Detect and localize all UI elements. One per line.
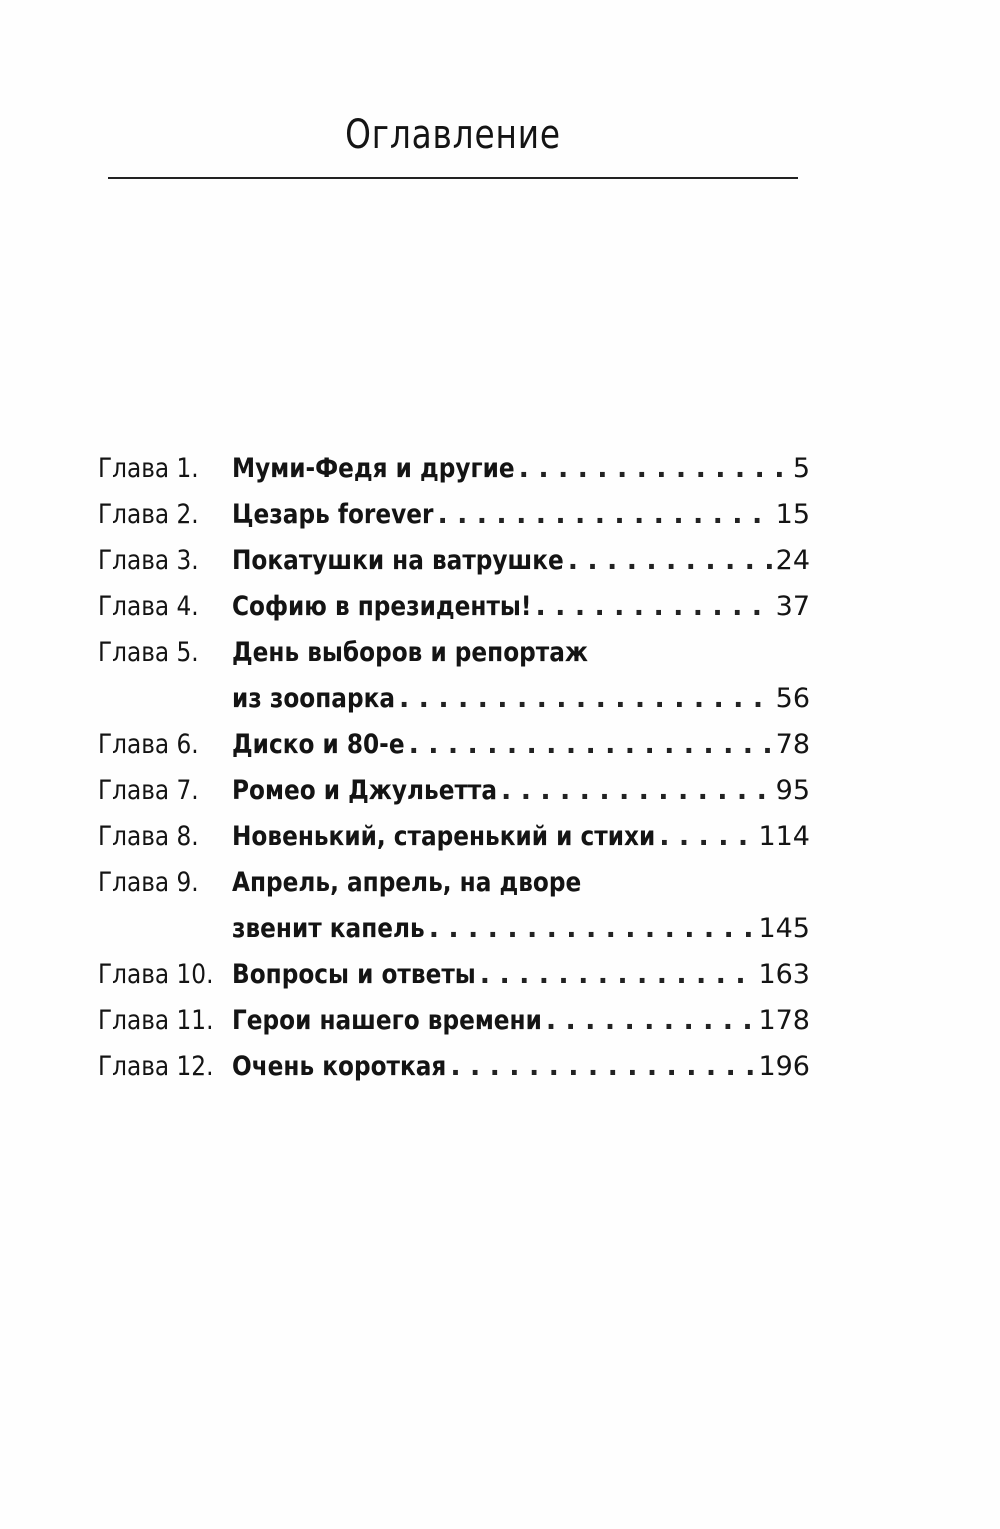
- chapter-label: Глава 4.: [98, 591, 199, 622]
- title-rule: [108, 177, 798, 179]
- entry-line: [232, 676, 810, 722]
- entry-line: [232, 492, 810, 538]
- chapter-title: Софию в президенты!: [232, 591, 532, 622]
- chapter-label: Глава 11.: [98, 1005, 214, 1036]
- entry-line: [232, 768, 810, 814]
- page-number: 37: [775, 591, 810, 622]
- page-number: 5: [792, 453, 810, 484]
- chapter-title: из зоопарка: [232, 683, 396, 714]
- chapter-title: Диско и 80-е: [232, 729, 405, 760]
- toc-entry: [98, 860, 810, 906]
- dot-leader: [536, 584, 772, 630]
- chapter-title: Ромео и Джульетта: [232, 775, 498, 806]
- chapter-label: Глава 10.: [98, 959, 214, 990]
- chapter-label: Глава 6.: [98, 729, 199, 760]
- dot-leader: [659, 814, 754, 860]
- chapter-label: Глава 2.: [98, 499, 199, 530]
- dot-leader: [546, 998, 755, 1044]
- chapter-title: звенит капель: [232, 913, 425, 944]
- page-number: 178: [758, 1005, 810, 1036]
- page-number: 145: [758, 913, 810, 944]
- entry-line: [232, 722, 810, 768]
- dot-leader: [437, 492, 771, 538]
- toc-entry: [98, 446, 810, 492]
- toc-entry: [98, 722, 810, 768]
- toc-entry: [98, 814, 810, 860]
- page-number: 163: [758, 959, 810, 990]
- entry-line: [232, 998, 810, 1044]
- chapter-label: Глава 1.: [98, 453, 199, 484]
- page-number: 114: [758, 821, 810, 852]
- chapter-title: День выборов и репортаж: [232, 637, 589, 668]
- dot-leader: [480, 952, 755, 998]
- chapter-title: Апрель, апрель, на дворе: [232, 867, 582, 898]
- table-of-contents: [98, 446, 810, 1090]
- page-number: 15: [775, 499, 810, 530]
- entry-line: [232, 1044, 810, 1090]
- chapter-label: Глава 12.: [98, 1051, 214, 1082]
- toc-entry: [98, 952, 810, 998]
- chapter-label: Глава 5.: [98, 637, 199, 668]
- page-number: 78: [775, 729, 810, 760]
- chapter-title: Цезарь forever: [232, 499, 434, 530]
- chapter-label: Глава 8.: [98, 821, 199, 852]
- chapter-title: Новенький, старенький и стихи: [232, 821, 656, 852]
- page-number: 24: [775, 545, 810, 576]
- entry-line: [232, 538, 810, 584]
- chapter-label: Глава 9.: [98, 867, 199, 898]
- dot-leader: [429, 906, 755, 952]
- entry-line: [232, 584, 810, 630]
- chapter-title: Покатушки на ватрушке: [232, 545, 564, 576]
- dot-leader: [450, 1044, 754, 1090]
- dot-leader: [519, 446, 789, 492]
- chapter-label: Глава 7.: [98, 775, 199, 806]
- dot-leader: [568, 538, 772, 584]
- toc-entry: [98, 906, 810, 952]
- chapter-title: Муми-Федя и другие: [232, 453, 515, 484]
- toc-entry: [98, 998, 810, 1044]
- toc-entry: [98, 492, 810, 538]
- entry-line: [232, 446, 810, 492]
- entry-line: [232, 860, 810, 906]
- chapter-title: Вопросы и ответы: [232, 959, 476, 990]
- entry-line: [232, 630, 810, 676]
- dot-leader: [409, 722, 772, 768]
- toc-entry: [98, 538, 810, 584]
- toc-entry: [98, 768, 810, 814]
- chapter-label: Глава 3.: [98, 545, 199, 576]
- chapter-title: Герои нашего времени: [232, 1005, 542, 1036]
- page-number: 95: [775, 775, 810, 806]
- entry-line: [232, 814, 810, 860]
- dot-leader: [501, 768, 772, 814]
- page-number: 196: [758, 1051, 810, 1082]
- entry-line: [232, 952, 810, 998]
- page-number: 56: [775, 683, 810, 714]
- page-title: Оглавление: [345, 112, 561, 158]
- entry-line: [232, 906, 810, 952]
- toc-entry: [98, 584, 810, 630]
- chapter-title: Очень короткая: [232, 1051, 447, 1082]
- toc-entry: [98, 676, 810, 722]
- toc-entry: [98, 1044, 810, 1090]
- toc-entry: [98, 630, 810, 676]
- dot-leader: [399, 676, 772, 722]
